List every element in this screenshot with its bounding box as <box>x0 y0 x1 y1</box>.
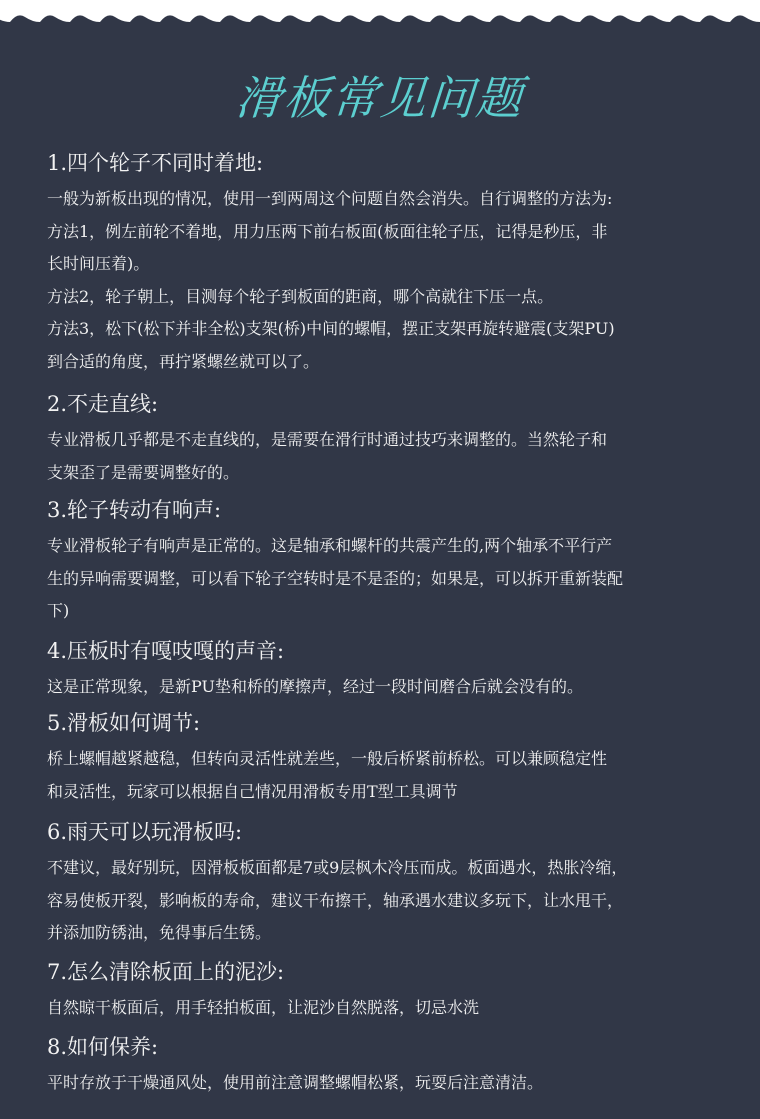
faq-line: 不建议，最好别玩，因滑板板面都是7或9层枫木冷压而成。板面遇水，热胀冷缩， <box>47 858 628 877</box>
faq-heading: 7.怎么清除板面上的泥沙: <box>47 960 285 984</box>
faq-section <box>47 495 747 628</box>
faq-line: 长时间压着)。 <box>47 254 150 273</box>
faq-line: 方法3，松下(松下并非全松)支架(桥)中间的螺帽，摆正支架再旋转避震(支架PU) <box>47 319 615 338</box>
faq-line: 下) <box>47 601 70 620</box>
faq-heading: 6.雨天可以玩滑板吗: <box>47 820 243 844</box>
faq-section <box>47 636 747 704</box>
faq-heading: 5.滑板如何调节: <box>47 711 201 735</box>
faq-line: 这是正常现象，是新PU垫和桥的摩擦声，经过一段时间磨合后就会没有的。 <box>47 677 583 696</box>
faq-line: 专业滑板几乎都是不走直线的，是需要在滑行时通过技巧来调整的。当然轮子和 <box>47 430 608 449</box>
faq-line: 支架歪了是需要调整好的。 <box>47 462 240 482</box>
faq-line: 平时存放于干燥通风处，使用前注意调整螺帽松紧，玩耍后注意清洁。 <box>47 1073 544 1092</box>
page-title: 滑板常见问题 <box>233 71 526 125</box>
faq-section <box>47 708 747 808</box>
faq-section <box>47 1032 747 1100</box>
faq-line: 生的异响需要调整，可以看下轮子空转时是不是歪的；如果是，可以拆开重新装配 <box>47 568 624 588</box>
faq-line: 自然晾干板面后，用手轻拍板面，让泥沙自然脱落，切忌水洗 <box>47 998 480 1017</box>
faq-line: 方法1，例左前轮不着地，用力压两下前右板面(板面往轮子压，记得是秒压，非 <box>47 221 608 241</box>
wave-shape <box>0 0 760 22</box>
faq-line: 和灵活性，玩家可以根据自己情况用滑板专用T型工具调节 <box>47 781 458 801</box>
faq-section <box>47 389 747 489</box>
faq-heading: 2.不走直线: <box>47 392 159 416</box>
wave-border <box>0 0 760 30</box>
faq-section <box>47 148 747 378</box>
faq-heading: 3.轮子转动有响声: <box>47 498 222 522</box>
faq-section <box>47 817 747 950</box>
faq-heading: 1.四个轮子不同时着地: <box>47 151 264 175</box>
faq-section <box>47 957 747 1025</box>
faq-line: 到合适的角度，再拧紧螺丝就可以了。 <box>47 351 320 371</box>
faq-line: 并添加防锈油，免得事后生锈。 <box>47 923 272 942</box>
faq-heading: 4.压板时有嘎吱嘎的声音: <box>47 639 285 663</box>
faq-heading: 8.如何保养: <box>47 1035 159 1059</box>
faq-line: 容易使板开裂，影响板的寿命，建议干布擦干，轴承遇水建议多玩下，让水甩干， <box>47 890 624 910</box>
faq-line: 桥上螺帽越紧越稳，但转向灵活性就差些，一般后桥紧前桥松。可以兼顾稳定性 <box>47 749 608 768</box>
faq-line: 方法2，轮子朝上，目测每个轮子到板面的距商，哪个高就往下压一点。 <box>47 286 554 306</box>
faq-line: 专业滑板轮子有响声是正常的。这是轴承和螺杆的共震产生的,两个轴承不平行产 <box>47 536 613 555</box>
faq-line: 一般为新板出现的情况，使用一到两周这个问题自然会消失。自行调整的方法为: <box>47 189 613 208</box>
